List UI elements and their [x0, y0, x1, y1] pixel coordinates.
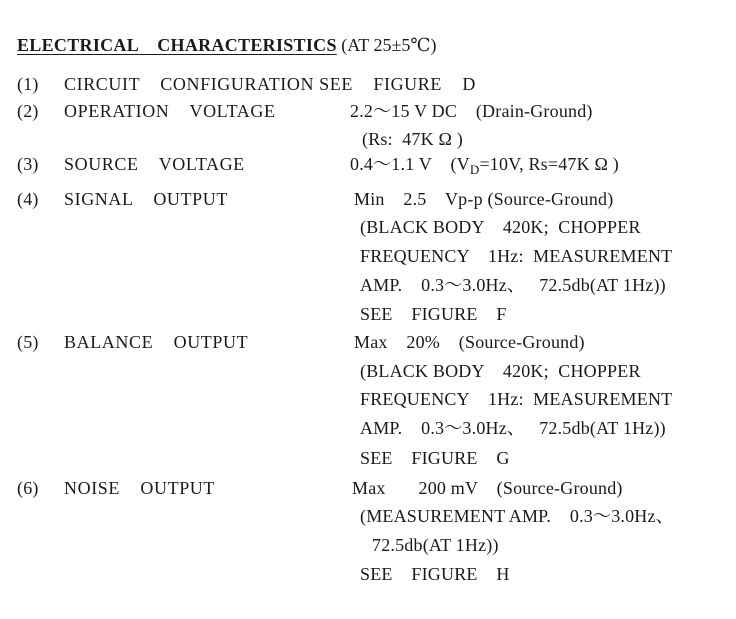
item-5-value-line-1: Max 20% (Source-Ground)	[354, 332, 585, 352]
item-3-label: SOURCE VOLTAGE	[64, 154, 245, 174]
item-3-value-post: =10V, Rs=47K Ω )	[479, 154, 619, 174]
item-1-label: CIRCUIT CONFIGURATION SEE FIGURE D	[64, 74, 476, 94]
section-title: ELECTRICAL CHARACTERISTICS	[17, 35, 337, 55]
item-2-value-line-1: 2.2～15 V DC (Drain-Ground)	[350, 101, 593, 121]
item-6-number: (6)	[17, 478, 39, 498]
item-3-number: (3)	[17, 154, 39, 174]
item-4-number: (4)	[17, 189, 39, 209]
item-4-value-line-3: FREQUENCY 1Hz: MEASUREMENT	[360, 246, 673, 266]
item-2-label: OPERATION VOLTAGE	[64, 101, 276, 121]
section-temperature-note: (AT 25±5℃)	[336, 35, 437, 55]
item-4-label: SIGNAL OUTPUT	[64, 189, 228, 209]
item-3-value-pre: 0.4～1.1 V (V	[350, 154, 470, 174]
item-4-value-line-2: (BLACK BODY 420K; CHOPPER	[360, 217, 641, 237]
item-6-value-line-2: (MEASUREMENT AMP. 0.3～3.0Hz、	[360, 506, 674, 526]
item-5-value-line-2: (BLACK BODY 420K; CHOPPER	[360, 361, 641, 381]
item-1-number: (1)	[17, 74, 39, 94]
item-6-value-line-3: 72.5db(AT 1Hz))	[372, 535, 499, 555]
item-5-label: BALANCE OUTPUT	[64, 332, 249, 352]
section-heading	[8, 12, 436, 56]
item-3-value	[350, 153, 619, 181]
item-4-value-line-4: AMP. 0.3～3.0Hz、 72.5db(AT 1Hz))	[360, 275, 666, 295]
item-2-value-line-2: (Rs: 47K Ω )	[362, 129, 463, 149]
item-5-value-line-3: FREQUENCY 1Hz: MEASUREMENT	[360, 389, 673, 409]
item-5-number: (5)	[17, 332, 39, 352]
item-2-number: (2)	[17, 101, 39, 121]
item-6-label: NOISE OUTPUT	[64, 478, 215, 498]
item-6-value-line-4: SEE FIGURE H	[360, 564, 510, 584]
item-4-value-line-5: SEE FIGURE F	[360, 304, 507, 324]
item-4-value-line-1: Min 2.5 Vp-p (Source-Ground)	[354, 189, 614, 209]
item-6-value-line-1: Max 200 mV (Source-Ground)	[352, 478, 623, 498]
item-5-value-line-5: SEE FIGURE G	[360, 448, 510, 468]
item-5-value-line-4: AMP. 0.3～3.0Hz、 72.5db(AT 1Hz))	[360, 418, 666, 438]
item-3-value-subscript: D	[469, 162, 480, 177]
